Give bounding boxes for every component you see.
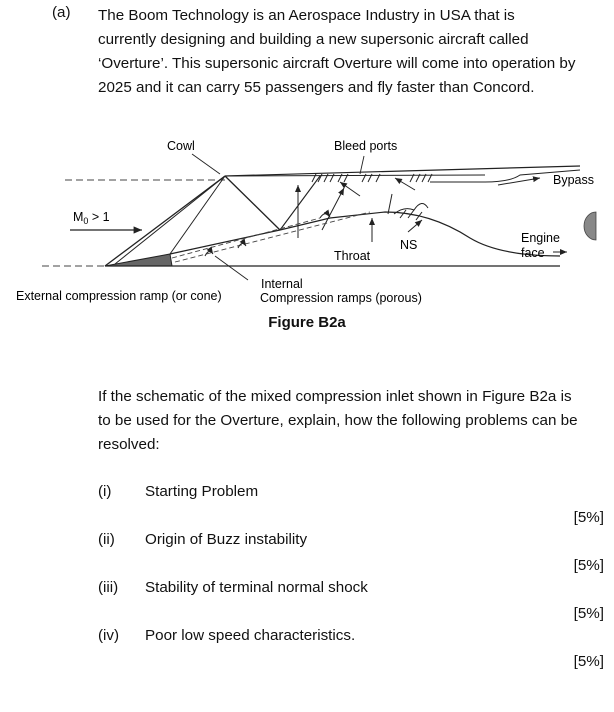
- bleed-curl: [238, 243, 246, 248]
- item-marks: [5%]: [573, 509, 604, 526]
- prompt-line: to be used for the Overture, explain, how the following problems can be: [98, 412, 578, 429]
- engine-face-label-2: face: [521, 246, 545, 260]
- intro-line: ‘Overture’. This supersonic aircraft Overture will come into operation by: [98, 55, 576, 72]
- ns-arrow: [408, 220, 422, 232]
- intro-line: 2025 and it can carry 55 passengers and fly faster than Concord.: [98, 79, 535, 96]
- item-marks: [5%]: [573, 605, 604, 622]
- item-number: (i): [98, 483, 112, 500]
- reflected-shock-1: [225, 176, 280, 230]
- intro-line: The Boom Technology is an Aerospace Industry in USA that is: [98, 7, 515, 24]
- oblique-shock-3: [170, 176, 225, 254]
- external-ramp: [105, 254, 172, 266]
- mach-condition: > 1: [88, 210, 110, 224]
- mach-label: [73, 210, 110, 226]
- bleed-ports-label: Bleed ports: [334, 139, 398, 153]
- item-text: Poor low speed characteristics.: [145, 627, 356, 644]
- compression-ramps-label: Compression ramps (porous): [260, 291, 422, 305]
- engine-face-label-1: Engine: [521, 231, 560, 245]
- mach-symbol: M: [73, 210, 84, 224]
- oblique-shock-2: [115, 176, 225, 264]
- item-marks: [5%]: [573, 557, 604, 574]
- item-number: (iv): [98, 627, 120, 644]
- bypass-arrow: [498, 178, 540, 185]
- item-marks: [5%]: [573, 653, 604, 670]
- prompt-line: If the schematic of the mixed compression inlet shown in Figure B2a is: [98, 388, 572, 405]
- cowl-leader: [192, 154, 220, 174]
- mach-subscript: 0: [83, 216, 89, 226]
- figure-caption: Figure B2a: [268, 314, 346, 331]
- intro-paragraph: [98, 4, 606, 100]
- ns-label: NS: [400, 238, 418, 252]
- prompt-line: resolved:: [98, 436, 160, 453]
- item-text: Origin of Buzz instability: [145, 531, 308, 548]
- item-text: Stability of terminal normal shock: [145, 579, 368, 596]
- throat-label: Throat: [334, 249, 371, 263]
- bleed-leader: [360, 156, 364, 174]
- item-number: (iii): [98, 579, 119, 596]
- item-text: Starting Problem: [145, 483, 259, 500]
- intro-line: currently designing and building a new supersonic aircraft called: [98, 31, 529, 48]
- part-label: (a): [52, 4, 71, 21]
- internal-leader: [215, 256, 248, 280]
- bleed-arrow-3: [395, 178, 415, 190]
- external-ramp-label: External compression ramp (or cone): [16, 289, 222, 303]
- inlet-schematic: [0, 130, 614, 370]
- cowl-label: Cowl: [167, 139, 195, 153]
- engine-face: [584, 212, 596, 240]
- prompt-paragraph: [98, 385, 606, 457]
- bypass-label: Bypass: [553, 173, 594, 187]
- item-number: (ii): [98, 531, 115, 548]
- internal-label: Internal: [261, 277, 303, 291]
